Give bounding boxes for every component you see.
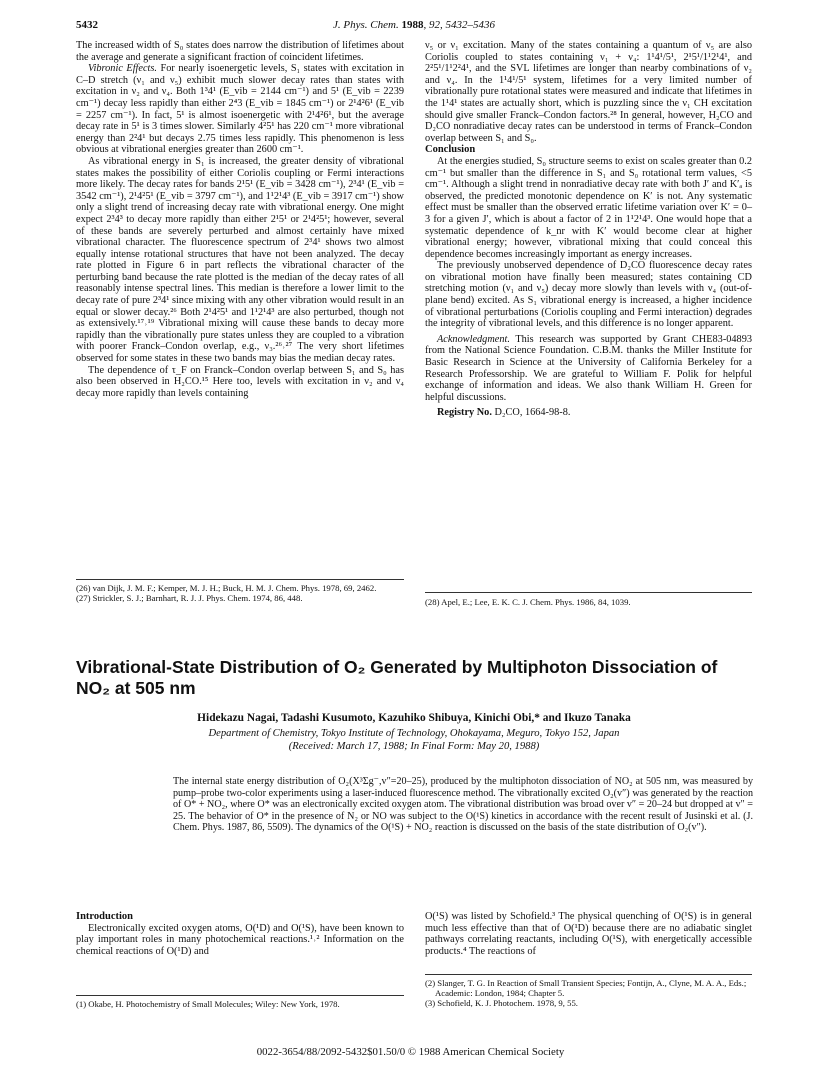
paragraph: The previously unobserved dependence of D₂CO fluorescence decay rates on vibrational motion have finally been measured; states containing CD stretching motion (ν₁ and ν₅) decay more slowly than levels with ν₄ (out-of-plane bend) excited. As S₁ vibrational energy is increased, a higher incidence of vibrational perturbations (Coriolis coupling and Fermi interaction) degrades the integrity of vibrational levels, and this difference is no longer apparent.	[425, 260, 752, 330]
paragraph: ν₅ or ν₁ excitation. Many of the states containing a quantum of ν₅ are also Coriolis coupled to states containing ν₁ + ν₄: 1¹4¹/5¹, 2¹5¹/1¹2¹4¹, and 2²5¹/1¹2²4¹, and the SVL lifetimes are longer than nearby combinations of ν₂ and ν₄. In the 1¹4¹/5¹ system, lifetimes for a very limited number of vibrationally pure rotational states were measured and indicate that lifetimes in the 1¹4¹ states are actually short, which is puzzling since the ν₁ CH excitation should give smaller Franck–Condon factors.²⁸ In general, however, H₂CO and D₂CO nonradiative decay rates can be understood in terms of Franck–Condon overlap between S₁ and S₀.	[425, 40, 752, 144]
running-header	[76, 19, 752, 35]
section-heading-introduction: Introduction	[76, 911, 133, 922]
footnote: (3) Schofield, K. J. Photochem. 1978, 9, 55.	[425, 998, 578, 1009]
paragraph: Vibronic Effects. For nearly isoenergetic levels, S₁ states with excitation in C–D stretch (ν₁ and ν₅) exhibit much slower decay rates than states with excitation in ν₂ and ν₄. Both 1³4¹ (E_vib = 2144 cm⁻¹) and 5¹ (E_vib = 2239 cm⁻¹) decay less rapidly than either 2⁴3 (E_vib = 1845 cm⁻¹) or 2¹4²6¹ (E_vib = 2257 cm⁻¹). In fact, 5¹ is almost isoenergetic with 2¹4²6¹, but the average decay rate in 5¹ is 3 times slower. Similarly 4²5¹ has 220 cm⁻¹ more vibrational energy than 2²4¹ but decays 2.75 times less rapidly. This phenomenon is less obvious at vibrational energies greater than 2600 cm⁻¹.	[76, 63, 405, 156]
paragraph: At the energies studied, S₀ structure seems to exist on scales greater than 0.2 cm⁻¹ but smaller than the difference in S₁ and S₀ rotational term values, <5 cm⁻¹. Although a slight trend in nonradiative decay rate with both J′ and K′ₐ is observed, the predicted monotonic dependence on K′ is not. Any systematic effect must be smaller than the observed erratic lifetime variation over K′ = 0–3 for a given J′, which is about a factor of 2 in 1¹2¹4³. One would hope that a systematic dependence of k_nr with K′ would become clear at higher vibrational energy; however, vibrational mixing that could conceal this dependence becomes increasingly important as energy increases.	[425, 155, 752, 260]
paragraph: Electronically excited oxygen atoms, O(¹D) and O(¹S), have been known to play important roles in many photochemical reactions.¹˒² Information on the chemical reactions of O(¹D) and	[76, 922, 404, 957]
footnote: (1) Okabe, H. Photochemistry of Small Molecules; Wiley: New York, 1978.	[76, 999, 340, 1009]
acknowledgment-heading: Acknowledgment.	[437, 333, 510, 345]
right-column-text	[425, 40, 752, 419]
article-abstract: The internal state energy distribution of O₂(X³Σg⁻,v″=20–25), produced by the multiphoton dissociation of NO₂ at 505 nm, was measured by pump–probe two-color experiments using a laser-induced fluorescence method. The vibrationally excited O₂(v″) was generated by the reaction of O* + NO₂, where O* was an electronically excited oxygen atom. The vibrational distribution was broad over v″ = 20–24 but dropped at v″ = 25. The behavior of O* in the presence of N₂ or NO was subject to the O(¹S) kinetics in accordance with the recent result of Jusinski et al. (J. Chem. Phys. 1987, 86, 5509). The dynamics of the O(¹S) + NO₂ reaction is discussed on the basis of the state distribution of O₂(v″).	[173, 776, 753, 834]
footnote: (26) van Dijk, J. M. F.; Kemper, M. J. H.; Buck, H. M. J. Chem. Phys. 1978, 69, 2462.	[76, 583, 377, 593]
section-heading-conclusion: Conclusion	[425, 144, 476, 156]
section-run-in-heading: Vibronic Effects.	[88, 63, 158, 75]
footnote-divider	[425, 974, 752, 975]
paragraph: Acknowledgment. This research was supported by Grant CHE83-04893 from the National Science Foundation. C.B.M. thanks the Miller Institute for Basic Research in Science at the University of California Berkeley for a Research Professorship. We are grateful to William F. Polik for helpful exchange of information and ideas. We also thank William H. Green for helpful discussions.	[425, 333, 752, 403]
article-title: Vibrational-State Distribution of O₂ Generated by Multiphoton Dissociation of NO₂ at 505 nm	[76, 657, 718, 698]
footnote: (2) Slanger, T. G. In Reaction of Small Transient Species; Fontijn, A., Clyne, M. A. A., Eds.; Academic: London, 1984; Chapter 5.	[425, 978, 747, 999]
footnote-divider	[425, 592, 752, 593]
footnotes-right	[425, 597, 752, 607]
affiliation-text: Department of Chemistry, Tokyo Institute of Technology, Ohokayama, Meguro, Tokyo 152, Japan	[208, 728, 620, 739]
paragraph: The dependence of τ_F on Franck–Condon overlap between S₁ and S₀ has also been observed in H₂CO.¹⁵ Here too, levels with excitation in ν₂ and ν₄ decay more rapidly than levels containing	[76, 364, 404, 399]
paragraph: As vibrational energy in S₁ is increased, the greater density of vibrational states makes the possibility of either Coriolis coupling or Fermi interactions more likely. The decay rates for bands 2¹5¹ (E_vib = 3428 cm⁻¹), 2³4¹ (E_vib = 3542 cm⁻¹), 2¹4²5¹ (E_vib = 3797 cm⁻¹), and 1¹2¹4³ (E_vib = 3917 cm⁻¹) show only a slight trend of increasing decay rate with vibrational energy. One might expect 2³4³ to decay more rapidly than either 2¹5¹ or 2¹4²5¹; however, several of these bands are severely perturbed and almost certainly have mixed vibrational character. The fluorescence spectrum of 2³4¹ shows two almost equally intense rotational structures that have not been analyzed. The decay rate plotted in Figure 6 in part reflects the vibrational character of the perturbing band because the rate plotted is the median of the decay rates of all reasonably intense spectral lines. This median is therefore a lower limit to the decay rate of pure 2³4¹ since mixing with any other vibration would result in an equal or slower decay.²⁶ Both 2¹4²5¹ and 1¹2¹4³ are also perturbed, though not as extensively.¹⁷˒¹⁹ Vibrational mixing will cause these bands to decay more rapidly than the vibrationally pure states unless they are coupled to a vibration with poorer Franck–Condon overlap, e.g., ν₃.²⁶˒²⁷ The very short lifetimes observed for some states in these two bands may bias the median decay rates.	[76, 155, 404, 365]
journal-citation: J. Phys. Chem. 1988, 92, 5432–5436	[333, 19, 495, 31]
registry-number: Registry No. D₂CO, 1664-98-8.	[437, 407, 571, 419]
footnote: (27) Strickler, S. J.; Barnhart, R. J. J. Phys. Chem. 1974, 86, 448.	[76, 593, 303, 604]
received-dates: (Received: March 17, 1988; In Final Form: May 20, 1988)	[288, 740, 540, 752]
article-affiliation	[76, 728, 752, 753]
intro-right-column	[425, 911, 752, 957]
footnote-divider	[76, 995, 404, 996]
footnotes-left-bottom	[76, 999, 404, 1009]
footnotes-right-bottom	[425, 978, 752, 1009]
left-column-text	[76, 40, 404, 399]
footnote-divider	[76, 579, 404, 580]
page-number: 5432	[76, 19, 98, 31]
article-authors: Hidekazu Nagai, Tadashi Kusumoto, Kazuhiko Shibuya, Kinichi Obi,* and Ikuzo Tanaka	[197, 712, 631, 724]
footnote: (28) Apel, E.; Lee, E. K. C. J. Chem. Phys. 1986, 84, 1039.	[425, 597, 631, 607]
paragraph: O(¹S) was listed by Schofield.³ The physical quenching of O(¹S) is in general much less effective than that of O(¹D) because there are no adiabatic singlet pathways correlating reactants, including O(¹S), with energetically accessible products.⁴ The reactions of	[425, 911, 752, 957]
paragraph: The increased width of S₀ states does narrow the distribution of lifetimes about the average and generate a significant fraction of coincident lifetimes.	[76, 40, 404, 63]
intro-left-column	[76, 911, 404, 957]
footnotes-left	[76, 583, 404, 603]
copyright-footer: 0022-3654/88/2092-5432$01.50/0 © 1988 American Chemical Society	[256, 1046, 565, 1058]
